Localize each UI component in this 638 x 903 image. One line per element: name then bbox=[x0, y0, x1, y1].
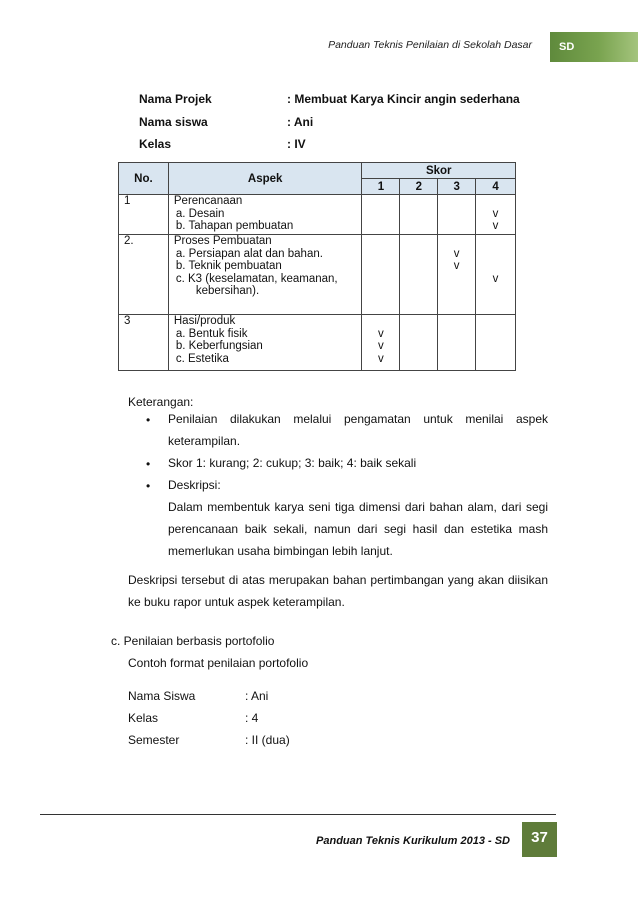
row-aspect bbox=[168, 195, 362, 235]
score-mark: v bbox=[453, 247, 460, 260]
portfolio-class-value: : 4 bbox=[245, 711, 259, 725]
footer-title: Panduan Teknis Kurikulum 2013 - SD bbox=[316, 835, 510, 847]
score-cell-3 bbox=[438, 235, 476, 315]
skor-level-1: 1 bbox=[362, 179, 400, 195]
portfolio-class-row bbox=[128, 711, 258, 725]
keterangan-item-3: Deskripsi: bbox=[168, 478, 221, 492]
score-mark: v bbox=[378, 352, 384, 365]
score-mark: v bbox=[378, 340, 384, 353]
student-name-value: : Ani bbox=[287, 115, 314, 129]
score-cell-2 bbox=[400, 195, 438, 235]
skor-level-4: 4 bbox=[476, 179, 516, 195]
footer-divider bbox=[40, 814, 556, 815]
portfolio-name-label: Nama Siswa bbox=[128, 689, 196, 703]
keterangan-item-1-line-2: keterampilan. bbox=[168, 434, 241, 448]
aspect-title: Perencanaan bbox=[173, 195, 243, 207]
aspect-item: kebersihan). bbox=[195, 285, 260, 298]
score-cell-4 bbox=[476, 195, 516, 235]
portfolio-semester-value: : II (dua) bbox=[245, 733, 290, 747]
page-number: 37 bbox=[522, 822, 557, 857]
score-table bbox=[118, 162, 516, 371]
student-name-row bbox=[139, 115, 313, 129]
score-cell-4 bbox=[476, 315, 516, 371]
aspect-item: c. Estetika bbox=[175, 352, 229, 365]
col-aspek-header: Aspek bbox=[168, 163, 362, 195]
table-row bbox=[119, 235, 516, 315]
keterangan-item-1-line-1: Penilaian dilakukan melalui pengamatan untuk menilai aspek bbox=[168, 412, 548, 426]
score-cell-1 bbox=[362, 315, 400, 371]
score-cell-3 bbox=[438, 315, 476, 371]
table-row bbox=[119, 195, 516, 235]
bullet-dot: • bbox=[146, 413, 151, 427]
score-cell-3 bbox=[438, 195, 476, 235]
bullet-dot: • bbox=[146, 457, 151, 471]
project-name-label: Nama Projek bbox=[139, 92, 212, 106]
aspect-item: b. Keberfungsian bbox=[175, 340, 263, 353]
aspect-item: a. Bentuk fisik bbox=[175, 327, 248, 340]
row-no: 2. bbox=[119, 235, 169, 315]
score-cell-4 bbox=[476, 235, 516, 315]
description-line-1: Dalam membentuk karya seni tiga dimensi dari bahan alam, dari segi bbox=[168, 500, 548, 514]
col-skor-header: Skor bbox=[362, 163, 516, 179]
bullet-dot: • bbox=[146, 479, 151, 493]
score-mark: v bbox=[453, 260, 460, 273]
portfolio-semester-label: Semester bbox=[128, 733, 180, 747]
project-name-value: : Membuat Karya Kincir angin sederhana bbox=[287, 92, 520, 106]
portfolio-name-row bbox=[128, 689, 268, 703]
skor-level-2: 2 bbox=[400, 179, 438, 195]
portfolio-semester-row bbox=[128, 733, 290, 747]
keterangan-title: Keterangan: bbox=[128, 395, 194, 409]
aspect-item: b. Tahapan pembuatan bbox=[175, 220, 294, 233]
class-label: Kelas bbox=[139, 137, 172, 151]
aspect-item: a. Persiapan alat dan bahan. bbox=[175, 247, 323, 260]
score-cell-2 bbox=[400, 315, 438, 371]
class-row bbox=[139, 137, 306, 151]
score-cell-1 bbox=[362, 195, 400, 235]
portfolio-name-value: : Ani bbox=[245, 689, 269, 703]
project-name-row bbox=[139, 92, 520, 106]
row-no: 1 bbox=[119, 195, 169, 235]
score-mark: v bbox=[492, 220, 499, 233]
portfolio-class-label: Kelas bbox=[128, 711, 159, 725]
score-cell-1 bbox=[362, 235, 400, 315]
aspect-item: c. K3 (keselamatan, keamanan, bbox=[175, 272, 338, 285]
aspect-item: b. Teknik pembuatan bbox=[175, 260, 282, 273]
section-c-subtitle: Contoh format penilaian portofolio bbox=[128, 656, 309, 670]
score-cell-2 bbox=[400, 235, 438, 315]
paragraph-line-1: Deskripsi tersebut di atas merupakan bahan pertimbangan yang akan diisikan bbox=[128, 573, 548, 587]
row-no: 3 bbox=[119, 315, 169, 371]
row-aspect bbox=[168, 315, 362, 371]
col-no-header: No. bbox=[119, 163, 169, 195]
keterangan-item-2: Skor 1: kurang; 2: cukup; 3: baik; 4: baik sekali bbox=[168, 456, 417, 470]
aspect-item: a. Desain bbox=[175, 207, 225, 220]
score-mark: v bbox=[378, 327, 384, 340]
class-value: : IV bbox=[287, 137, 306, 151]
table-row bbox=[119, 315, 516, 371]
header-badge: SD bbox=[550, 32, 638, 62]
score-mark: v bbox=[492, 207, 499, 220]
header-title: Panduan Teknis Penilaian di Sekolah Dasar bbox=[328, 39, 532, 51]
aspect-title: Hasi/produk bbox=[173, 315, 236, 327]
score-mark: v bbox=[492, 272, 499, 285]
aspect-title: Proses Pembuatan bbox=[173, 235, 272, 247]
section-c-title: c. Penilaian berbasis portofolio bbox=[111, 634, 275, 648]
paragraph-line-2: ke buku rapor untuk aspek keterampilan. bbox=[128, 595, 345, 609]
skor-level-3: 3 bbox=[438, 179, 476, 195]
row-aspect bbox=[168, 235, 362, 315]
description-line-3: memerlukan usaha bimbingan lebih lanjut. bbox=[168, 544, 393, 558]
description-line-2: perencanaan baik sekali, namun dari segi hasil dan estetika mash bbox=[168, 522, 548, 536]
student-name-label: Nama siswa bbox=[139, 115, 208, 129]
